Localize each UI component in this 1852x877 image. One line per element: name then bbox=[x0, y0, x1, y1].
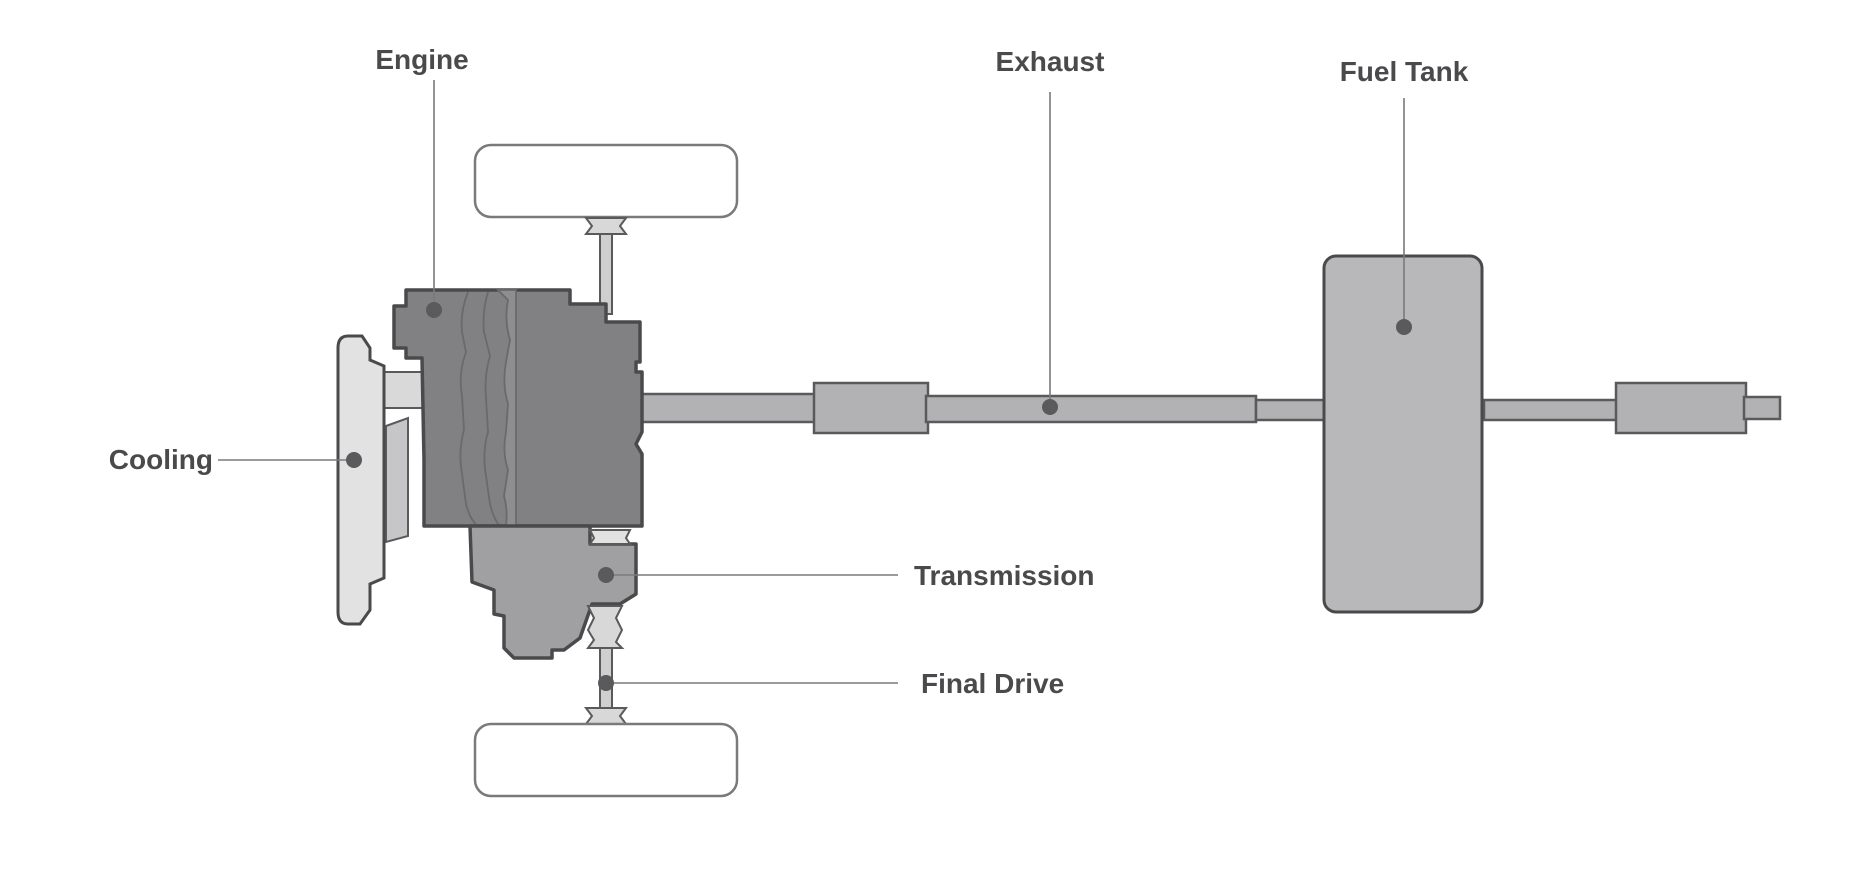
front-wheel-bottom bbox=[475, 724, 737, 796]
exhaust-system bbox=[640, 383, 1780, 433]
upper-half-shaft bbox=[600, 226, 612, 314]
final-drive-shaft bbox=[586, 606, 626, 724]
final-drive-marker-dot bbox=[598, 675, 614, 691]
exhaust-marker-dot bbox=[1042, 399, 1058, 415]
front-wheel-top bbox=[475, 145, 737, 217]
cooling-marker-dot bbox=[346, 452, 362, 468]
fuel-tank-label: Fuel Tank bbox=[1339, 56, 1469, 87]
engine-marker-dot bbox=[426, 302, 442, 318]
engine-block bbox=[394, 290, 642, 526]
cooling-radiator bbox=[338, 336, 424, 624]
fuel-tank-marker-dot bbox=[1396, 319, 1412, 335]
fuel-tank bbox=[1324, 256, 1482, 612]
cooling-label: Cooling bbox=[108, 444, 213, 475]
final-drive-label: Final Drive bbox=[921, 668, 1065, 699]
transmission-label: Transmission bbox=[914, 560, 1095, 591]
upper-cv-joint bbox=[586, 218, 626, 234]
transmission-marker-dot bbox=[598, 567, 614, 583]
exhaust-label: Exhaust bbox=[995, 46, 1105, 77]
engine-label: Engine bbox=[375, 44, 469, 75]
